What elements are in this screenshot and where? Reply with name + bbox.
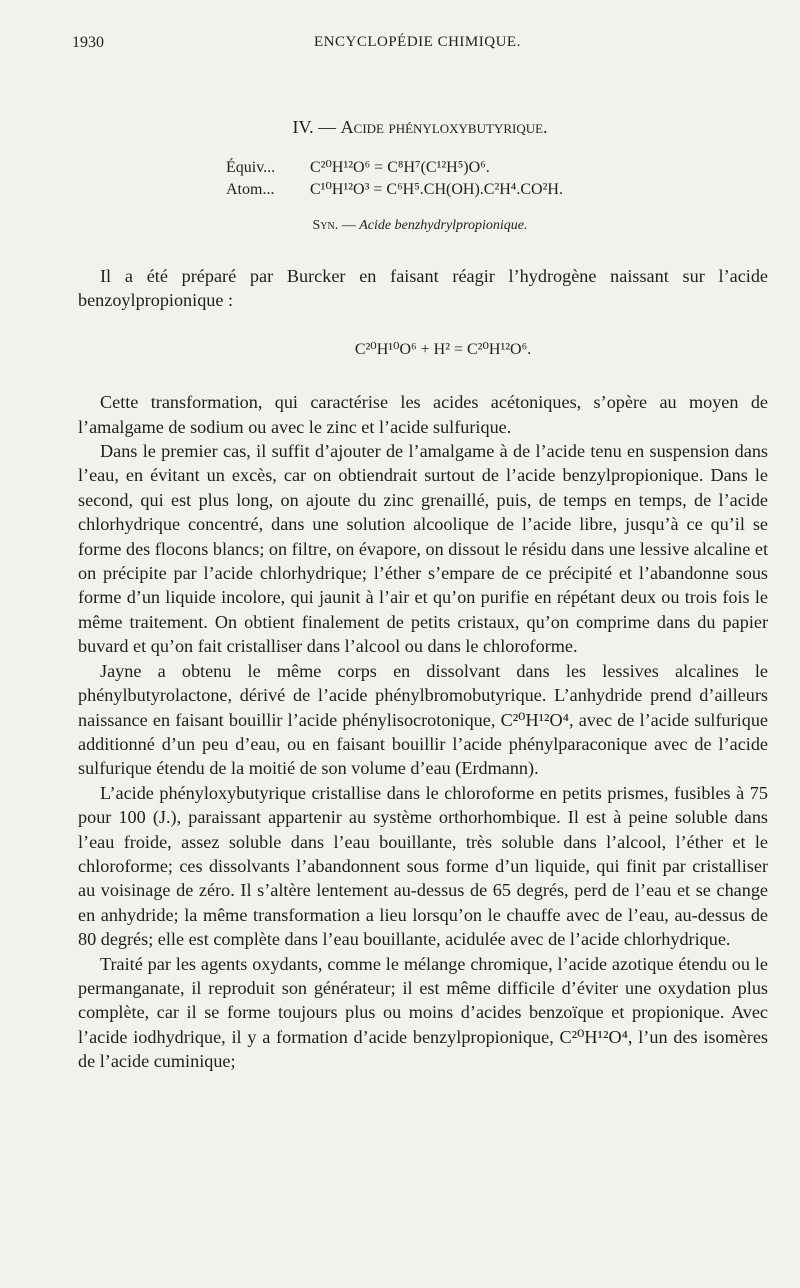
- formula-label: Atom...: [226, 181, 275, 198]
- page-number: 1930: [72, 34, 104, 51]
- formula-row-atom: [226, 179, 563, 201]
- synonym-label: Syn. —: [312, 218, 360, 233]
- paragraph-2: Cette transformation, qui caractérise les acides acétoniques, s’opère au moyen de l’amalgame de sodium ou avec le zinc et l’acide sulfurique.: [78, 392, 768, 437]
- section-title-text: Acide phényloxybutyrique.: [340, 117, 548, 137]
- synonym-line: [0, 218, 800, 234]
- reaction-equation: C²⁰H¹⁰O⁶ + H² = C²⁰H¹²O⁶.: [354, 340, 532, 358]
- synonym-text: Acide benzhydrylpropionique.: [359, 218, 528, 233]
- paragraph-4: Jayne a obtenu le même corps en dissolvant dans les lessives alcalines le phénylbutyrolactone, dérivé de l’acide phénylbromobutyrique. L’anhydride prend d’ailleurs naissance en faisant bouillir l’acide phénylisocrotonique, C²⁰H¹²O⁴, avec de l’acide sulfurique additionné d’un peu d’eau, ou en faisant bouillir l’acide phénylparaconique avec de l’acide sulfurique étendu de la moitié de son volume d’eau (Erdmann).: [78, 660, 768, 779]
- section-numeral: IV. —: [292, 117, 341, 137]
- formula-label: Équiv...: [226, 159, 276, 176]
- body-text: [78, 264, 768, 1074]
- formula-text: C²⁰H¹²O⁶ = C⁸H⁷(C¹²H⁵)O⁶.: [310, 159, 490, 176]
- paragraph-5: L’acide phényloxybutyrique cristallise dans le chloroforme en petits prismes, fusibles à 75 pour 100 (J.), paraissant appartenir au système orthorhombique. Il est à peine soluble dans l’eau froide, assez soluble dans l’eau bouillante, très soluble dans l’alcool, l’éther et le chloroforme; ces dissolvants l’abandonnent sous forme d’un liquide, qui finit par cristalliser au voisinage de zéro. Il s’altère lentement au-dessus de 65 degrés, perd de l’eau et se change en anhydride; la même transformation a lieu lorsqu’on le chauffe avec de l’eau, au-dessus de 80 degrés; elle est complète dans l’eau bouillante, acidulée avec de l’acide chlorhydrique.: [78, 782, 768, 950]
- paragraph-3: Dans le premier cas, il suffit d’ajouter de l’amalgame à de l’acide tenu en suspension dans l’eau, en évitant un excès, car on obtiendrait surtout de l’acide benzylpropionique. Dans le second, qui est plus long, on ajoute du zinc grenaillé, puis, de temps en temps, de l’acide chlorhydrique concentré, dans une solution alcoolique de l’acide libre, jusqu’à ce qu’il se forme des flocons blancs; on filtre, on évapore, on dissout le résidu dans une lessive alcaline et on précipite par l’acide chlorhydrique; l’éther s’empare de ce précipité et l’abandonne sous forme d’un liquide incolore, qui jaunit à l’air et qu’on purifie en répétant deux ou trois fois le même traitement. On obtient finalement de petits cristaux, qu’on comprime dans du papier buvard et qu’on fait cristalliser dans l’alcool ou dans le chloroforme.: [78, 441, 768, 657]
- formula-text: C¹⁰H¹²O³ = C⁶H⁵.CH(OH).C²H⁴.CO²H.: [310, 181, 563, 198]
- formula-block: [226, 157, 563, 201]
- paragraph-1: Il a été préparé par Burcker en faisant réagir l’hydrogène naissant sur l’acide benzoylpropionique :: [78, 266, 768, 311]
- section-title: [0, 117, 800, 138]
- running-title: ENCYCLOPÉDIE CHIMIQUE.: [314, 34, 521, 50]
- page-header: [72, 34, 770, 58]
- paragraph-6: Traité par les agents oxydants, comme le mélange chromique, l’acide azotique étendu ou le permanganate, il reproduit son générateur; il est même difficile d’éviter une oxydation plus complète, car il se forme toujours plus ou moins d’acides benzoïque et propionique. Avec l’acide iodhydrique, il y a formation d’acide benzylpropionique, C²⁰H¹²O⁴, l’un des isomères de l’acide cuminique;: [78, 953, 768, 1072]
- formula-row-equiv: [226, 157, 563, 179]
